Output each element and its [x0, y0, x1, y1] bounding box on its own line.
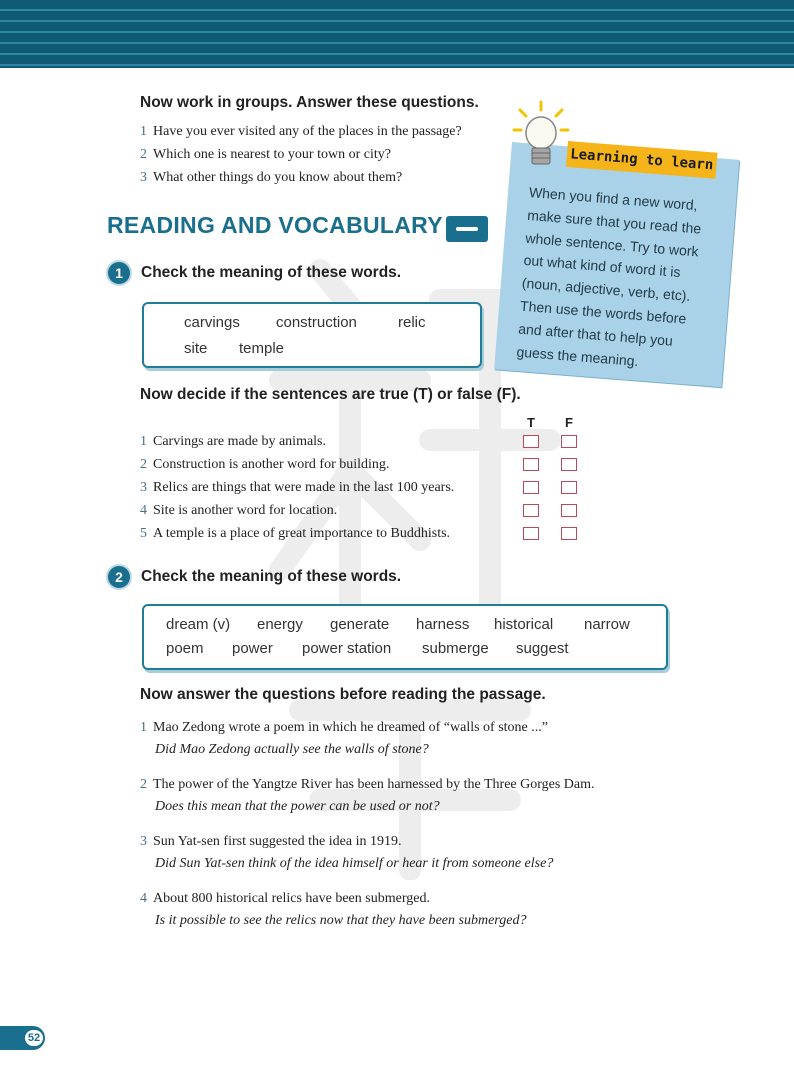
question-number: 2	[140, 147, 147, 162]
statement-number: 3	[140, 480, 147, 495]
question-number: 3	[140, 834, 147, 849]
vocab-word: construction	[276, 314, 357, 331]
vocab-word: suggest	[516, 640, 569, 657]
question-text: Have you ever visited any of the places in the passage?	[153, 124, 462, 139]
list-item	[140, 166, 462, 189]
vocab-word: historical	[494, 616, 554, 633]
false-column-label: F	[565, 415, 573, 430]
question-number: 3	[140, 170, 147, 185]
tip-line: Then use the words before	[519, 297, 687, 327]
question-text: What other things do you know about them?	[153, 170, 403, 185]
vocab-word: poem	[166, 640, 204, 657]
false-checkbox-5[interactable]	[561, 527, 577, 540]
vocab-word: carvings	[184, 314, 240, 331]
tip-line: (noun, adjective, verb, etc).	[521, 274, 691, 305]
false-checkbox-2[interactable]	[561, 458, 577, 471]
list-item	[140, 777, 595, 815]
question-text: Which one is nearest to your town or city?	[153, 147, 391, 162]
groups-heading: Now work in groups. Answer these questions.	[140, 94, 479, 111]
statement-number: 1	[140, 434, 147, 449]
question-number: 1	[140, 124, 147, 139]
question-number: 1	[140, 720, 147, 735]
list-item	[140, 430, 454, 453]
word-box-2	[142, 604, 668, 670]
list-item	[140, 891, 526, 929]
tip-line: When you find a new word,	[528, 183, 699, 214]
vocab-word: temple	[239, 340, 285, 357]
groups-question-list	[140, 120, 462, 189]
vocab-word: submerge	[422, 640, 489, 657]
follow-up-question: Is it possible to see the relics now that they have been submerged?	[155, 913, 527, 928]
exercise1-heading: Check the meaning of these words.	[141, 264, 402, 281]
follow-up-question: Did Sun Yat-sen think of the idea himself or hear it from someone else?	[155, 856, 554, 871]
vocab-word: harness	[416, 616, 470, 633]
false-checkbox-3[interactable]	[561, 481, 577, 494]
statement-text: Site is another word for location.	[153, 503, 338, 518]
question-number: 2	[140, 777, 147, 792]
true-checkbox-3[interactable]	[523, 481, 539, 494]
tip-line: make sure that you read the	[526, 206, 702, 237]
true-checkbox-5[interactable]	[523, 527, 539, 540]
statement-text: A temple is a place of great importance to Buddhists.	[153, 526, 451, 541]
true-column-label: T	[527, 415, 535, 430]
true-checkbox-1[interactable]	[523, 435, 539, 448]
vocab-word: power station	[302, 640, 392, 657]
tip-label: Learning to learn	[566, 141, 718, 179]
list-item	[140, 720, 548, 758]
true-checkbox-4[interactable]	[523, 504, 539, 517]
question-text: The power of the Yangtze River has been harnessed by the Three Gorges Dam.	[153, 777, 595, 792]
follow-up-question: Did Mao Zedong actually see the walls of stone?	[155, 742, 429, 757]
true-checkbox-2[interactable]	[523, 458, 539, 471]
list-item	[140, 120, 462, 143]
question-number: 4	[140, 891, 147, 906]
tip-line: out what kind of word it is	[523, 252, 682, 281]
false-checkbox-4[interactable]	[561, 504, 577, 517]
list-item	[140, 834, 553, 872]
statement-number: 2	[140, 457, 147, 472]
section-title: READING AND VOCABULARY	[107, 212, 443, 238]
statement-text: Relics are things that were made in the last 100 years.	[153, 480, 455, 495]
vocab-word: relic	[398, 314, 426, 331]
tip-line: and after that to help you	[517, 320, 674, 349]
question-text: Mao Zedong wrote a poem in which he dreamed of “walls of stone ...”	[153, 720, 548, 735]
header-band	[0, 0, 794, 68]
true-false-heading: Now decide if the sentences are true (T) or false (F).	[140, 386, 521, 403]
exercise-number-badge: 1	[108, 262, 130, 284]
page-number: 52	[25, 1030, 43, 1046]
vocab-word: narrow	[584, 616, 630, 633]
statement-text: Carvings are made by animals.	[153, 434, 327, 449]
exercise2-heading: Check the meaning of these words.	[141, 568, 402, 585]
section-tag-icon	[446, 216, 488, 242]
exercise-number-badge: 2	[108, 566, 130, 588]
question-text: About 800 historical relics have been submerged.	[153, 891, 430, 906]
vocab-word: site	[184, 340, 208, 357]
statement-text: Construction is another word for building.	[153, 457, 390, 472]
list-item	[140, 453, 454, 476]
vocab-word: generate	[330, 616, 390, 633]
question-text: Sun Yat-sen first suggested the idea in 1919.	[153, 834, 402, 849]
tip-text	[516, 181, 726, 378]
lightbulb-icon	[512, 100, 570, 176]
list-item	[140, 143, 462, 166]
statement-number: 5	[140, 526, 147, 541]
list-item	[140, 476, 454, 499]
vocab-word: energy	[257, 616, 303, 633]
vocab-word: power	[232, 640, 273, 657]
false-checkbox-1[interactable]	[561, 435, 577, 448]
tip-line: guess the meaning.	[515, 343, 640, 369]
statement-number: 4	[140, 503, 147, 518]
follow-up-question: Does this mean that the power can be used or not?	[155, 799, 440, 814]
statement-list	[140, 430, 454, 545]
questions-heading: Now answer the questions before reading the passage.	[140, 686, 546, 703]
tip-line: whole sentence. Try to work	[524, 229, 700, 260]
vocab-word: dream (v)	[166, 616, 231, 633]
list-item	[140, 522, 454, 545]
list-item	[140, 499, 454, 522]
word-box-1	[142, 302, 482, 368]
